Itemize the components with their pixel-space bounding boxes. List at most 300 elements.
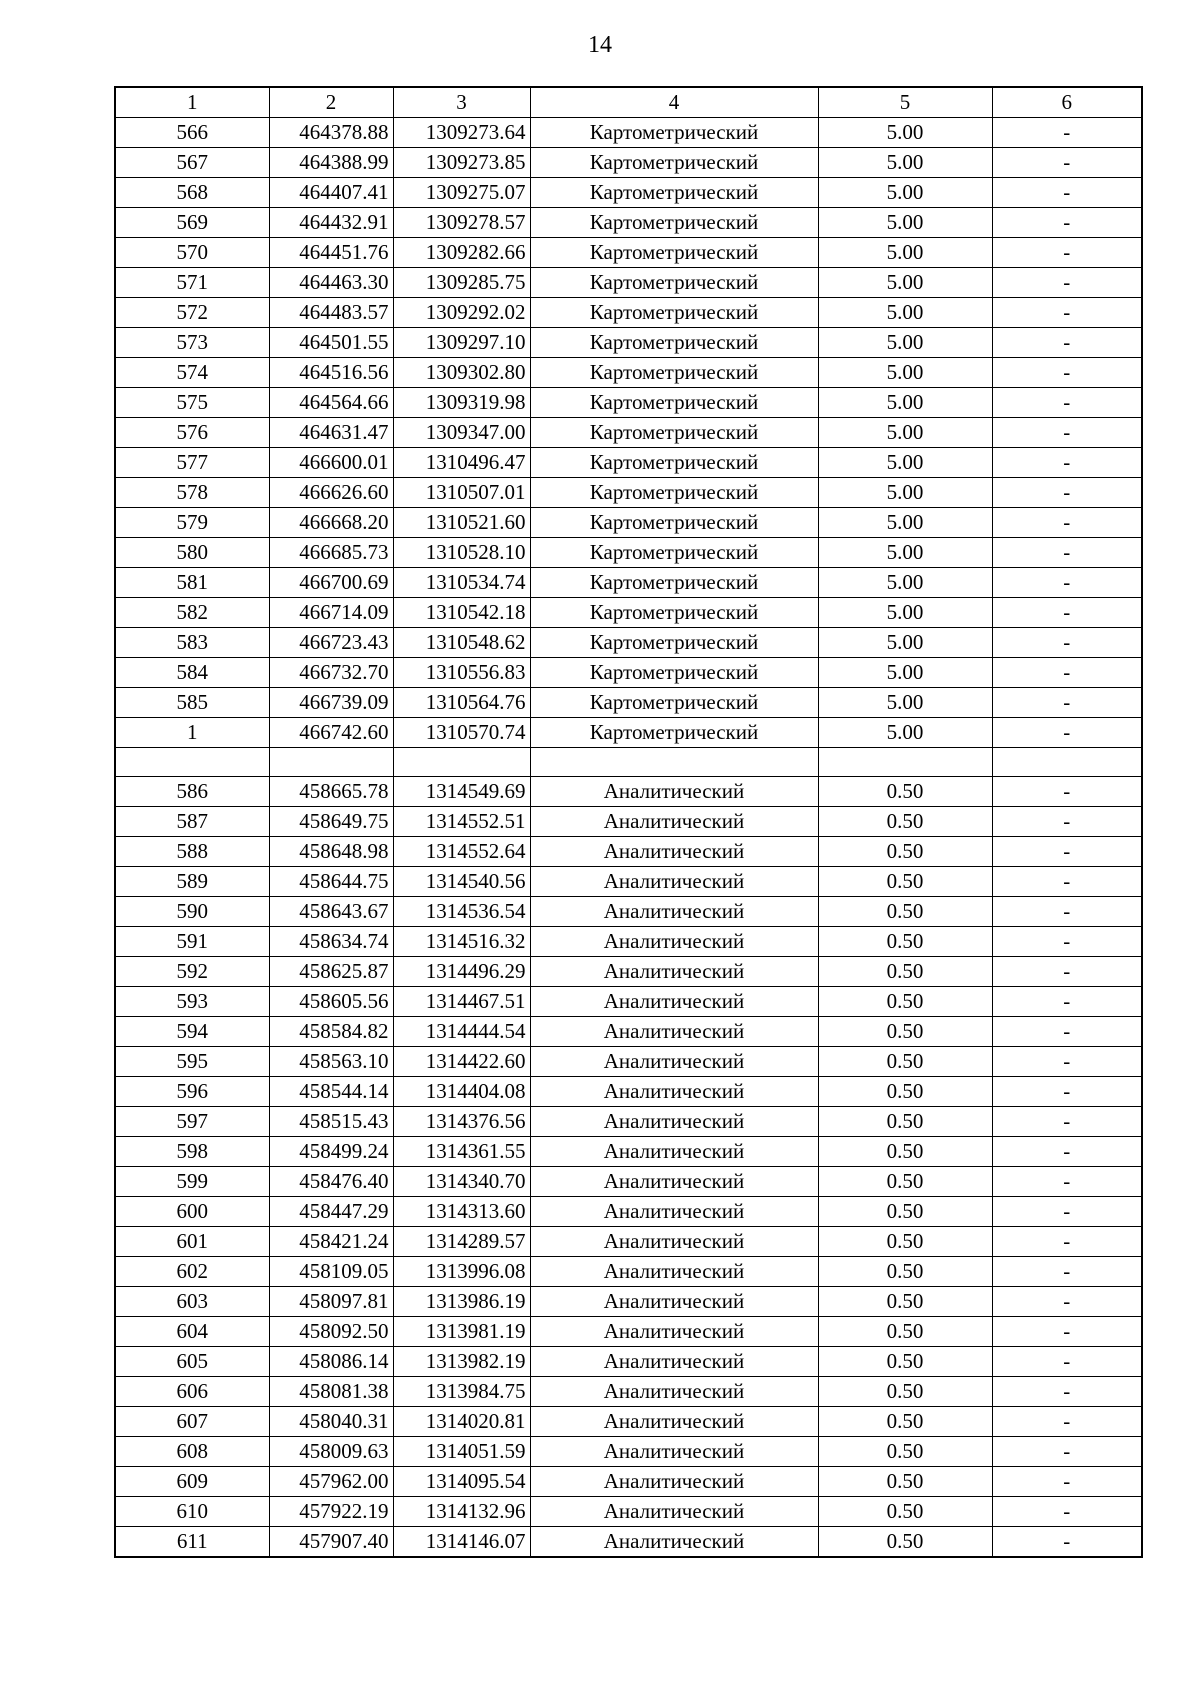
cell-x-coordinate: 457907.40 xyxy=(269,1527,393,1558)
cell-y-coordinate: 1309297.10 xyxy=(393,328,530,358)
cell-x-coordinate: 466739.09 xyxy=(269,688,393,718)
cell-point-number: 591 xyxy=(115,927,269,957)
cell-y-coordinate: 1314404.08 xyxy=(393,1077,530,1107)
cell-method: Картометрический xyxy=(530,238,818,268)
cell-accuracy: 0.50 xyxy=(818,1317,992,1347)
cell-note: - xyxy=(992,1257,1142,1287)
cell-note: - xyxy=(992,1077,1142,1107)
table-row xyxy=(115,1437,1142,1467)
cell-method: Аналитический xyxy=(530,1407,818,1437)
cell-accuracy: 0.50 xyxy=(818,837,992,867)
cell-x-coordinate: 458584.82 xyxy=(269,1017,393,1047)
table-row xyxy=(115,1377,1142,1407)
table-row xyxy=(115,1167,1142,1197)
cell-accuracy: 0.50 xyxy=(818,1077,992,1107)
cell-point-number: 604 xyxy=(115,1317,269,1347)
cell-method: Аналитический xyxy=(530,837,818,867)
cell-y-coordinate: 1314051.59 xyxy=(393,1437,530,1467)
table-row xyxy=(115,1287,1142,1317)
cell-y-coordinate: 1310564.76 xyxy=(393,688,530,718)
cell-method: Аналитический xyxy=(530,867,818,897)
cell-point-number: 611 xyxy=(115,1527,269,1558)
cell-point-number: 571 xyxy=(115,268,269,298)
table-row xyxy=(115,148,1142,178)
cell-x-coordinate: 464451.76 xyxy=(269,238,393,268)
cell-note: - xyxy=(992,568,1142,598)
table-row xyxy=(115,1227,1142,1257)
cell-y-coordinate: 1314422.60 xyxy=(393,1047,530,1077)
cell-note: - xyxy=(992,1407,1142,1437)
cell-x-coordinate: 464432.91 xyxy=(269,208,393,238)
cell-point-number: 568 xyxy=(115,178,269,208)
cell-point-number: 592 xyxy=(115,957,269,987)
cell-note: - xyxy=(992,598,1142,628)
cell-note: - xyxy=(992,388,1142,418)
cell-accuracy: 0.50 xyxy=(818,1407,992,1437)
cell-y-coordinate: 1310496.47 xyxy=(393,448,530,478)
cell-point-number: 586 xyxy=(115,777,269,807)
cell-note: - xyxy=(992,1107,1142,1137)
cell-method: Картометрический xyxy=(530,508,818,538)
cell-method: Картометрический xyxy=(530,688,818,718)
cell-point-number: 582 xyxy=(115,598,269,628)
cell-accuracy: 5.00 xyxy=(818,568,992,598)
cell-accuracy: 0.50 xyxy=(818,1227,992,1257)
cell-note: - xyxy=(992,448,1142,478)
cell-point-number: 573 xyxy=(115,328,269,358)
cell-y-coordinate: 1313986.19 xyxy=(393,1287,530,1317)
cell-x-coordinate: 466700.69 xyxy=(269,568,393,598)
cell-y-coordinate: 1314552.51 xyxy=(393,807,530,837)
cell-note: - xyxy=(992,1047,1142,1077)
cell-accuracy: 5.00 xyxy=(818,358,992,388)
cell-y-coordinate: 1314340.70 xyxy=(393,1167,530,1197)
cell-accuracy: 5.00 xyxy=(818,118,992,148)
cell-point-number: 578 xyxy=(115,478,269,508)
cell-method: Картометрический xyxy=(530,568,818,598)
cell-method xyxy=(530,748,818,777)
cell-point-number: 583 xyxy=(115,628,269,658)
cell-note: - xyxy=(992,508,1142,538)
table-row xyxy=(115,1257,1142,1287)
cell-point-number: 599 xyxy=(115,1167,269,1197)
column-header-5: 5 xyxy=(818,87,992,118)
cell-point-number: 606 xyxy=(115,1377,269,1407)
cell-accuracy: 0.50 xyxy=(818,1197,992,1227)
cell-x-coordinate: 458081.38 xyxy=(269,1377,393,1407)
cell-accuracy: 5.00 xyxy=(818,298,992,328)
cell-accuracy: 0.50 xyxy=(818,957,992,987)
cell-x-coordinate: 458643.67 xyxy=(269,897,393,927)
cell-accuracy: 0.50 xyxy=(818,897,992,927)
cell-y-coordinate xyxy=(393,748,530,777)
table-body xyxy=(115,118,1142,1558)
cell-y-coordinate: 1314289.57 xyxy=(393,1227,530,1257)
table-row xyxy=(115,358,1142,388)
cell-method: Аналитический xyxy=(530,1377,818,1407)
cell-point-number: 1 xyxy=(115,718,269,748)
cell-x-coordinate: 458648.98 xyxy=(269,837,393,867)
table-row xyxy=(115,1467,1142,1497)
page-number: 14 xyxy=(588,32,612,58)
cell-note: - xyxy=(992,987,1142,1017)
cell-y-coordinate: 1314516.32 xyxy=(393,927,530,957)
cell-y-coordinate: 1314146.07 xyxy=(393,1527,530,1558)
cell-point-number: 588 xyxy=(115,837,269,867)
cell-note: - xyxy=(992,1197,1142,1227)
table-row xyxy=(115,508,1142,538)
table-row xyxy=(115,867,1142,897)
cell-note: - xyxy=(992,1497,1142,1527)
cell-y-coordinate: 1309275.07 xyxy=(393,178,530,208)
cell-method: Картометрический xyxy=(530,118,818,148)
cell-note: - xyxy=(992,178,1142,208)
cell-accuracy: 0.50 xyxy=(818,1167,992,1197)
cell-accuracy: 5.00 xyxy=(818,208,992,238)
cell-point-number: 584 xyxy=(115,658,269,688)
cell-y-coordinate: 1314549.69 xyxy=(393,777,530,807)
cell-x-coordinate: 466626.60 xyxy=(269,478,393,508)
cell-y-coordinate: 1314444.54 xyxy=(393,1017,530,1047)
cell-y-coordinate: 1309273.85 xyxy=(393,148,530,178)
cell-note: - xyxy=(992,807,1142,837)
cell-y-coordinate: 1314467.51 xyxy=(393,987,530,1017)
cell-note: - xyxy=(992,208,1142,238)
cell-method: Картометрический xyxy=(530,178,818,208)
cell-point-number: 585 xyxy=(115,688,269,718)
cell-method: Картометрический xyxy=(530,598,818,628)
cell-point-number: 600 xyxy=(115,1197,269,1227)
cell-method: Аналитический xyxy=(530,1527,818,1558)
cell-point-number: 601 xyxy=(115,1227,269,1257)
cell-y-coordinate: 1310528.10 xyxy=(393,538,530,568)
cell-y-coordinate: 1314552.64 xyxy=(393,837,530,867)
cell-accuracy: 0.50 xyxy=(818,807,992,837)
cell-point-number: 587 xyxy=(115,807,269,837)
table-row xyxy=(115,238,1142,268)
cell-accuracy: 5.00 xyxy=(818,478,992,508)
cell-point-number: 566 xyxy=(115,118,269,148)
cell-y-coordinate: 1310507.01 xyxy=(393,478,530,508)
cell-method: Картометрический xyxy=(530,268,818,298)
cell-x-coordinate: 466600.01 xyxy=(269,448,393,478)
table-row xyxy=(115,837,1142,867)
cell-point-number: 574 xyxy=(115,358,269,388)
cell-x-coordinate: 464516.56 xyxy=(269,358,393,388)
cell-note: - xyxy=(992,927,1142,957)
cell-note: - xyxy=(992,418,1142,448)
table-row xyxy=(115,748,1142,777)
table-row xyxy=(115,448,1142,478)
table-row xyxy=(115,538,1142,568)
cell-x-coordinate: 458476.40 xyxy=(269,1167,393,1197)
cell-note xyxy=(992,748,1142,777)
column-header-1: 1 xyxy=(115,87,269,118)
cell-accuracy: 5.00 xyxy=(818,598,992,628)
cell-method: Аналитический xyxy=(530,1167,818,1197)
cell-y-coordinate: 1309347.00 xyxy=(393,418,530,448)
cell-point-number: 567 xyxy=(115,148,269,178)
table-header xyxy=(115,87,1142,118)
cell-x-coordinate: 458447.29 xyxy=(269,1197,393,1227)
cell-accuracy: 0.50 xyxy=(818,1287,992,1317)
cell-x-coordinate: 458563.10 xyxy=(269,1047,393,1077)
table-row xyxy=(115,328,1142,358)
column-header-6: 6 xyxy=(992,87,1142,118)
table-row xyxy=(115,1497,1142,1527)
cell-y-coordinate: 1313981.19 xyxy=(393,1317,530,1347)
cell-note: - xyxy=(992,238,1142,268)
cell-y-coordinate: 1310548.62 xyxy=(393,628,530,658)
cell-x-coordinate: 464378.88 xyxy=(269,118,393,148)
table-row xyxy=(115,1077,1142,1107)
cell-note: - xyxy=(992,777,1142,807)
cell-method: Картометрический xyxy=(530,628,818,658)
cell-point-number: 607 xyxy=(115,1407,269,1437)
table-row xyxy=(115,178,1142,208)
cell-method: Аналитический xyxy=(530,1287,818,1317)
table-row xyxy=(115,598,1142,628)
cell-note: - xyxy=(992,118,1142,148)
cell-method: Аналитический xyxy=(530,807,818,837)
table-row xyxy=(115,268,1142,298)
cell-accuracy: 0.50 xyxy=(818,1137,992,1167)
cell-x-coordinate: 458544.14 xyxy=(269,1077,393,1107)
cell-y-coordinate: 1314496.29 xyxy=(393,957,530,987)
cell-x-coordinate: 464463.30 xyxy=(269,268,393,298)
table-row xyxy=(115,568,1142,598)
cell-x-coordinate: 464631.47 xyxy=(269,418,393,448)
cell-point-number: 575 xyxy=(115,388,269,418)
cell-point-number: 594 xyxy=(115,1017,269,1047)
cell-point-number: 593 xyxy=(115,987,269,1017)
cell-method: Аналитический xyxy=(530,1437,818,1467)
cell-note: - xyxy=(992,897,1142,927)
cell-x-coordinate: 464388.99 xyxy=(269,148,393,178)
cell-method: Аналитический xyxy=(530,1467,818,1497)
cell-y-coordinate: 1310542.18 xyxy=(393,598,530,628)
cell-y-coordinate: 1309278.57 xyxy=(393,208,530,238)
cell-accuracy: 5.00 xyxy=(818,538,992,568)
cell-note: - xyxy=(992,658,1142,688)
cell-x-coordinate: 457962.00 xyxy=(269,1467,393,1497)
cell-note: - xyxy=(992,1347,1142,1377)
cell-x-coordinate: 466723.43 xyxy=(269,628,393,658)
cell-x-coordinate: 458109.05 xyxy=(269,1257,393,1287)
cell-accuracy: 0.50 xyxy=(818,1257,992,1287)
cell-point-number: 581 xyxy=(115,568,269,598)
cell-x-coordinate: 464407.41 xyxy=(269,178,393,208)
cell-note: - xyxy=(992,688,1142,718)
cell-method: Картометрический xyxy=(530,538,818,568)
cell-x-coordinate: 464483.57 xyxy=(269,298,393,328)
cell-method: Картометрический xyxy=(530,418,818,448)
cell-note: - xyxy=(992,328,1142,358)
cell-note: - xyxy=(992,358,1142,388)
cell-accuracy xyxy=(818,748,992,777)
column-header-3: 3 xyxy=(393,87,530,118)
cell-point-number xyxy=(115,748,269,777)
cell-method: Картометрический xyxy=(530,478,818,508)
cell-x-coordinate xyxy=(269,748,393,777)
cell-x-coordinate: 458009.63 xyxy=(269,1437,393,1467)
cell-accuracy: 5.00 xyxy=(818,268,992,298)
cell-y-coordinate: 1314540.56 xyxy=(393,867,530,897)
cell-accuracy: 5.00 xyxy=(818,388,992,418)
cell-note: - xyxy=(992,148,1142,178)
cell-note: - xyxy=(992,1377,1142,1407)
cell-note: - xyxy=(992,1317,1142,1347)
cell-note: - xyxy=(992,1017,1142,1047)
column-header-4: 4 xyxy=(530,87,818,118)
cell-method: Аналитический xyxy=(530,957,818,987)
cell-x-coordinate: 464564.66 xyxy=(269,388,393,418)
cell-accuracy: 0.50 xyxy=(818,1527,992,1558)
cell-method: Аналитический xyxy=(530,1107,818,1137)
cell-method: Картометрический xyxy=(530,148,818,178)
table-row xyxy=(115,1527,1142,1558)
cell-note: - xyxy=(992,268,1142,298)
table-row xyxy=(115,388,1142,418)
cell-method: Аналитический xyxy=(530,1497,818,1527)
cell-point-number: 579 xyxy=(115,508,269,538)
cell-y-coordinate: 1310556.83 xyxy=(393,658,530,688)
column-header-2: 2 xyxy=(269,87,393,118)
cell-accuracy: 5.00 xyxy=(818,448,992,478)
cell-method: Аналитический xyxy=(530,1317,818,1347)
table-row xyxy=(115,418,1142,448)
cell-note: - xyxy=(992,478,1142,508)
cell-x-coordinate: 466742.60 xyxy=(269,718,393,748)
cell-y-coordinate: 1310570.74 xyxy=(393,718,530,748)
cell-x-coordinate: 458421.24 xyxy=(269,1227,393,1257)
cell-method: Картометрический xyxy=(530,358,818,388)
cell-point-number: 608 xyxy=(115,1437,269,1467)
coordinates-table xyxy=(114,86,1143,1558)
table-row xyxy=(115,478,1142,508)
cell-accuracy: 5.00 xyxy=(818,328,992,358)
cell-accuracy: 0.50 xyxy=(818,927,992,957)
cell-note: - xyxy=(992,628,1142,658)
cell-x-coordinate: 458605.56 xyxy=(269,987,393,1017)
cell-y-coordinate: 1309302.80 xyxy=(393,358,530,388)
cell-accuracy: 5.00 xyxy=(818,418,992,448)
cell-x-coordinate: 464501.55 xyxy=(269,328,393,358)
table-row xyxy=(115,777,1142,807)
cell-x-coordinate: 458097.81 xyxy=(269,1287,393,1317)
table-row xyxy=(115,1347,1142,1377)
cell-y-coordinate: 1309319.98 xyxy=(393,388,530,418)
table-row xyxy=(115,208,1142,238)
cell-y-coordinate: 1314536.54 xyxy=(393,897,530,927)
table-row xyxy=(115,927,1142,957)
cell-note: - xyxy=(992,957,1142,987)
cell-note: - xyxy=(992,1467,1142,1497)
cell-method: Аналитический xyxy=(530,1197,818,1227)
cell-method: Аналитический xyxy=(530,987,818,1017)
cell-method: Аналитический xyxy=(530,1227,818,1257)
cell-accuracy: 0.50 xyxy=(818,1047,992,1077)
table-row xyxy=(115,658,1142,688)
cell-x-coordinate: 466732.70 xyxy=(269,658,393,688)
cell-point-number: 570 xyxy=(115,238,269,268)
cell-y-coordinate: 1313984.75 xyxy=(393,1377,530,1407)
cell-y-coordinate: 1314361.55 xyxy=(393,1137,530,1167)
cell-accuracy: 0.50 xyxy=(818,1467,992,1497)
cell-method: Аналитический xyxy=(530,1077,818,1107)
cell-method: Картометрический xyxy=(530,328,818,358)
cell-method: Картометрический xyxy=(530,388,818,418)
cell-point-number: 597 xyxy=(115,1107,269,1137)
table-row xyxy=(115,298,1142,328)
cell-point-number: 580 xyxy=(115,538,269,568)
cell-accuracy: 0.50 xyxy=(818,867,992,897)
cell-method: Картометрический xyxy=(530,658,818,688)
table-row xyxy=(115,897,1142,927)
cell-y-coordinate: 1309273.64 xyxy=(393,118,530,148)
cell-x-coordinate: 458515.43 xyxy=(269,1107,393,1137)
table-row xyxy=(115,1137,1142,1167)
cell-point-number: 576 xyxy=(115,418,269,448)
cell-method: Аналитический xyxy=(530,927,818,957)
cell-y-coordinate: 1310534.74 xyxy=(393,568,530,598)
cell-note: - xyxy=(992,1137,1142,1167)
cell-accuracy: 5.00 xyxy=(818,238,992,268)
cell-point-number: 569 xyxy=(115,208,269,238)
cell-point-number: 602 xyxy=(115,1257,269,1287)
cell-accuracy: 5.00 xyxy=(818,178,992,208)
cell-x-coordinate: 458499.24 xyxy=(269,1137,393,1167)
cell-y-coordinate: 1314313.60 xyxy=(393,1197,530,1227)
cell-note: - xyxy=(992,1167,1142,1197)
header-row xyxy=(115,87,1142,118)
table-row xyxy=(115,1317,1142,1347)
cell-method: Аналитический xyxy=(530,1347,818,1377)
cell-x-coordinate: 458665.78 xyxy=(269,777,393,807)
cell-y-coordinate: 1309285.75 xyxy=(393,268,530,298)
cell-x-coordinate: 466714.09 xyxy=(269,598,393,628)
table-row xyxy=(115,1407,1142,1437)
cell-x-coordinate: 457922.19 xyxy=(269,1497,393,1527)
table-row xyxy=(115,118,1142,148)
table-row xyxy=(115,1197,1142,1227)
cell-note: - xyxy=(992,1227,1142,1257)
cell-y-coordinate: 1314376.56 xyxy=(393,1107,530,1137)
cell-x-coordinate: 458040.31 xyxy=(269,1407,393,1437)
cell-accuracy: 5.00 xyxy=(818,508,992,538)
cell-point-number: 595 xyxy=(115,1047,269,1077)
cell-method: Аналитический xyxy=(530,1137,818,1167)
cell-accuracy: 5.00 xyxy=(818,688,992,718)
cell-accuracy: 0.50 xyxy=(818,1437,992,1467)
table-row xyxy=(115,807,1142,837)
cell-accuracy: 0.50 xyxy=(818,1497,992,1527)
table-row xyxy=(115,628,1142,658)
table-row xyxy=(115,1017,1142,1047)
table-row xyxy=(115,1107,1142,1137)
cell-method: Картометрический xyxy=(530,298,818,328)
cell-accuracy: 5.00 xyxy=(818,148,992,178)
table-row xyxy=(115,957,1142,987)
table-row xyxy=(115,987,1142,1017)
cell-note: - xyxy=(992,718,1142,748)
cell-method: Аналитический xyxy=(530,1017,818,1047)
cell-x-coordinate: 458644.75 xyxy=(269,867,393,897)
cell-x-coordinate: 458086.14 xyxy=(269,1347,393,1377)
cell-note: - xyxy=(992,298,1142,328)
cell-method: Аналитический xyxy=(530,897,818,927)
cell-point-number: 609 xyxy=(115,1467,269,1497)
